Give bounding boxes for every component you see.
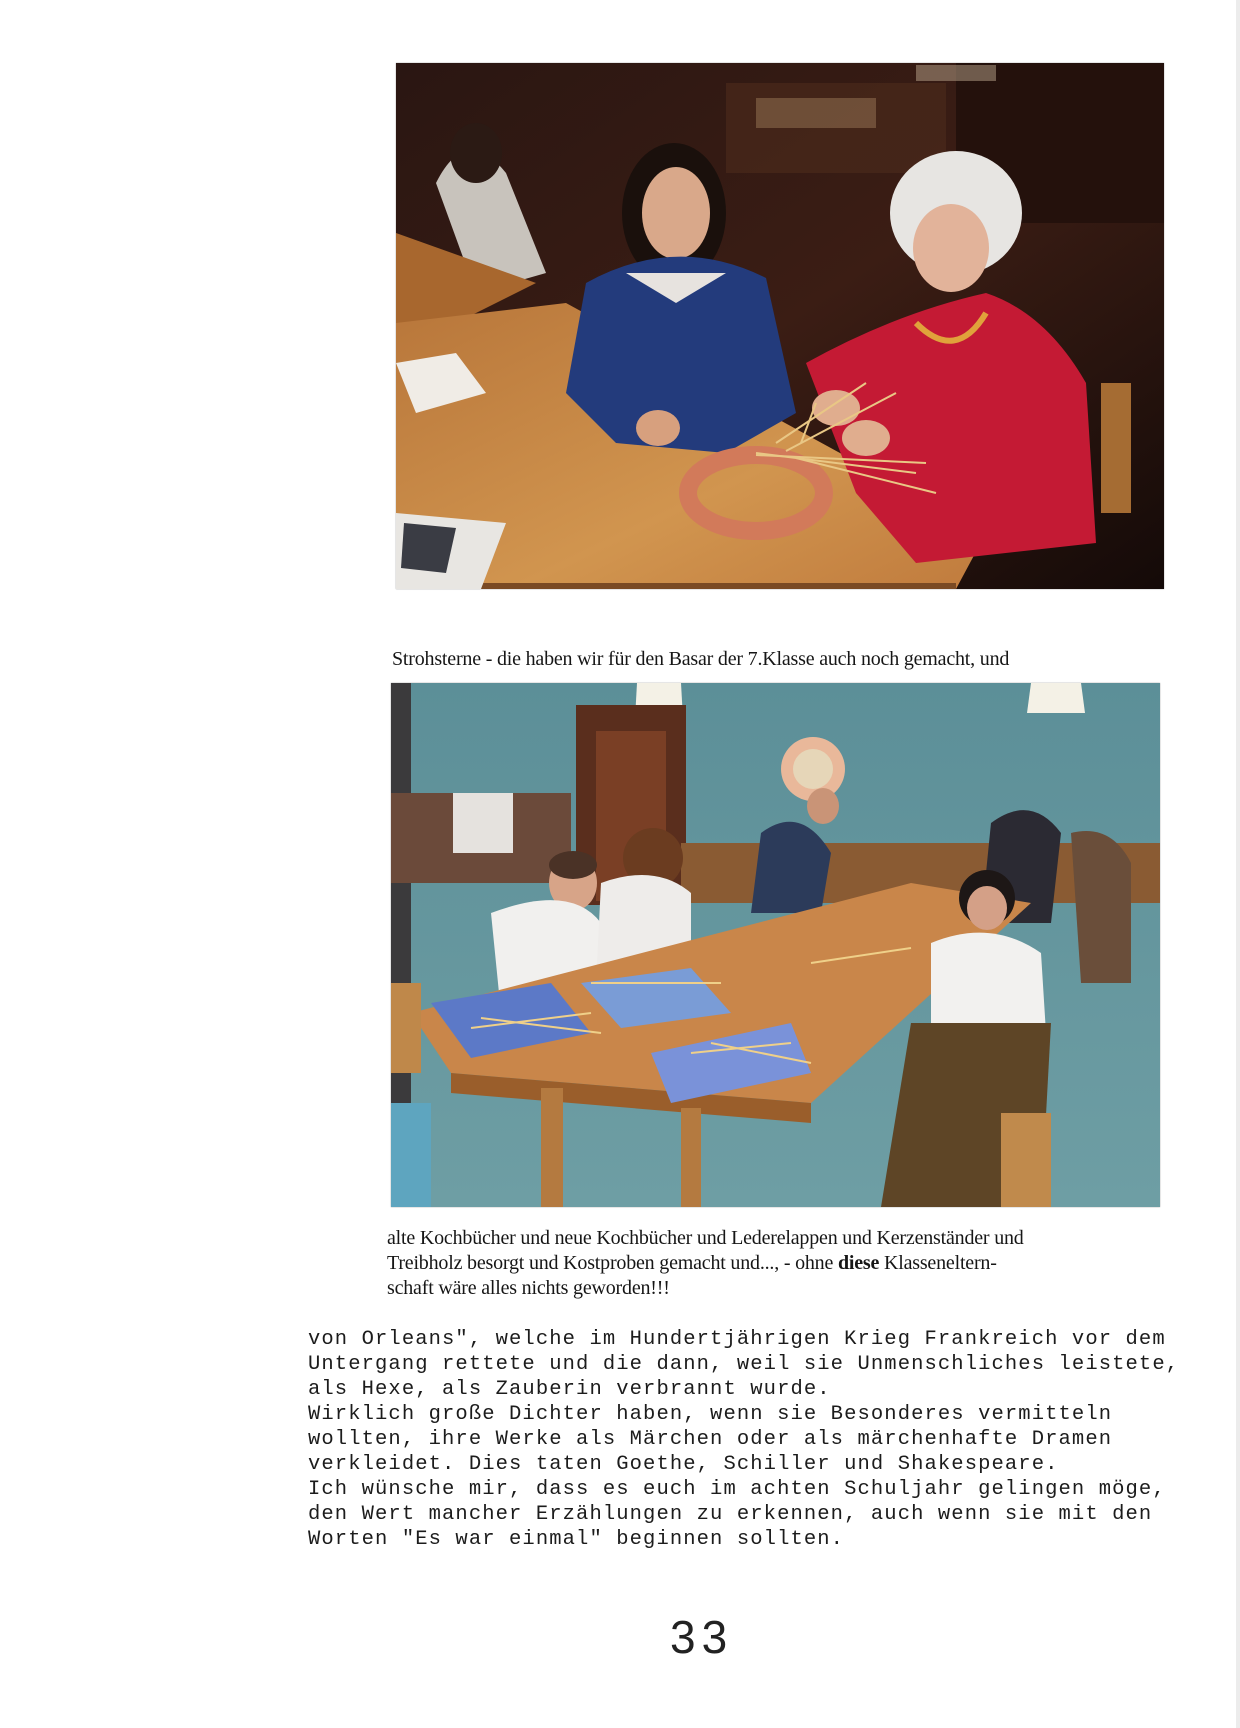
photo-straw-star-crafting-image	[396, 63, 1164, 589]
page-number: 33	[670, 1611, 734, 1663]
body-line: von Orleans", welche im Hundertjährigen Krieg Frankreich vor dem	[308, 1328, 1166, 1351]
caption2-line-2-b: Klasseneltern-	[879, 1252, 997, 1274]
page-edge	[1236, 0, 1240, 1728]
body-line: Worten "Es war einmal" beginnen sollten.	[308, 1528, 845, 1551]
body-text	[308, 1327, 1179, 1552]
body-line: Wirklich große Dichter haben, wenn sie Besonderes vermitteln	[308, 1403, 1113, 1426]
caption2-line-2	[387, 1251, 1024, 1276]
body-line: als Hexe, als Zauberin verbrannt wurde.	[308, 1378, 831, 1401]
caption2-line-2-a: Treibholz besorgt und Kostproben gemacht und..., - ohne	[387, 1252, 838, 1274]
photo-group-crafting-image	[391, 683, 1160, 1207]
body-line: Untergang rettete und die dann, weil sie Unmenschliches leistete,	[308, 1353, 1180, 1376]
caption2-line-1: alte Kochbücher und neue Kochbücher und Lederelappen und Kerzenständer und	[387, 1227, 1024, 1249]
photo-straw-star-crafting	[396, 63, 1164, 589]
caption2-emphasis: diese	[837, 1252, 880, 1274]
photo-caption-2	[387, 1226, 1024, 1301]
body-line: den Wert mancher Erzählungen zu erkennen, auch wenn sie mit den	[308, 1503, 1153, 1526]
photo-caption-1: Strohsterne - die haben wir für den Basar der 7.Klasse auch noch gemacht, und	[392, 648, 1010, 670]
body-line: Ich wünsche mir, dass es euch im achten Schuljahr gelingen möge,	[308, 1478, 1166, 1501]
photo-group-crafting	[391, 683, 1160, 1207]
caption2-line-3: schaft wäre alles nichts geworden!!!	[387, 1277, 670, 1299]
body-line: verkleidet. Dies taten Goethe, Schiller und Shakespeare.	[308, 1453, 1059, 1476]
body-line: wollten, ihre Werke als Märchen oder als märchenhafte Dramen	[308, 1428, 1113, 1451]
